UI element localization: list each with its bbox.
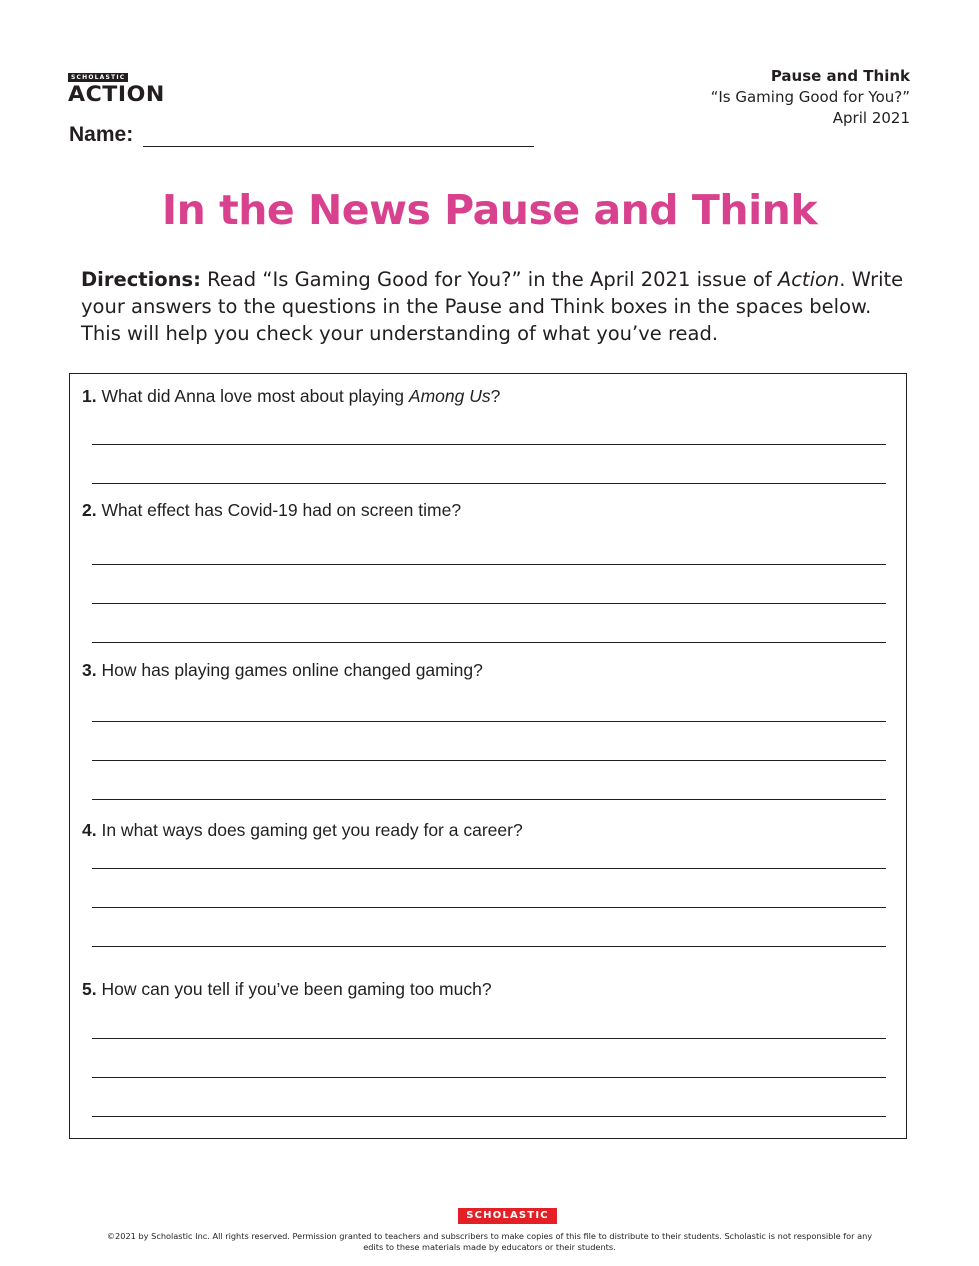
question-number: 1.: [82, 386, 97, 406]
scholastic-logo: SCHOLASTIC: [458, 1208, 557, 1224]
answer-line[interactable]: [92, 1116, 886, 1117]
question-number: 2.: [82, 500, 97, 520]
answer-line[interactable]: [92, 444, 886, 445]
directions-text-1: Read “Is Gaming Good for You?” in the April 2021 issue of: [200, 268, 778, 291]
question-text: In what ways does gaming get you ready for a career?: [96, 820, 523, 840]
copyright-line-1: ©2021 by Scholastic Inc. All rights reserved. Permission granted to teachers and subscribers to make copies of this file to distribute to their students. Scholastic is not responsible for any: [106, 1231, 873, 1241]
directions-text-2: . Write your answers to the questions in the Pause and Think boxes in the spaces below. This will help you check your understanding of what you’ve read.: [81, 268, 904, 345]
question-text: What did Anna love most about playing: [96, 386, 409, 406]
directions-italic: Action: [777, 268, 840, 291]
question-number: 5.: [82, 979, 97, 999]
header-info: [711, 66, 910, 129]
question-5: [82, 979, 492, 1000]
question-3: [82, 660, 483, 681]
answer-line[interactable]: [92, 868, 886, 869]
question-1: [82, 386, 500, 407]
questions-box: [69, 373, 907, 1139]
answer-line[interactable]: [92, 946, 886, 947]
header-article: “Is Gaming Good for You?”: [710, 88, 910, 106]
header-title: Pause and Think: [770, 67, 910, 85]
logo-brand: SCHOLASTIC: [68, 73, 128, 82]
question-text: What effect has Covid-19 had on screen time?: [96, 500, 462, 520]
answer-line[interactable]: [92, 1038, 886, 1039]
question-text: How has playing games online changed gaming?: [96, 660, 483, 680]
copyright-notice: [60, 1231, 919, 1253]
answer-line[interactable]: [92, 603, 886, 604]
logo-title: ACTION: [68, 82, 165, 106]
question-number: 3.: [82, 660, 97, 680]
answer-line[interactable]: [92, 760, 886, 761]
action-logo: [68, 66, 174, 105]
question-text-after: ?: [490, 386, 501, 406]
answer-line[interactable]: [92, 907, 886, 908]
question-italic: Among Us: [408, 386, 491, 406]
answer-line[interactable]: [92, 721, 886, 722]
name-field[interactable]: [143, 125, 534, 147]
name-label: Name:: [69, 123, 134, 146]
answer-line[interactable]: [92, 799, 886, 800]
header-date: April 2021: [832, 109, 910, 127]
copyright-line-2: edits to these materials made by educators or their students.: [363, 1242, 616, 1252]
directions: [81, 266, 911, 347]
question-number: 4.: [82, 820, 97, 840]
question-text: How can you tell if you’ve been gaming too much?: [96, 979, 492, 999]
question-2: [82, 500, 461, 521]
directions-label: Directions:: [81, 268, 201, 291]
answer-line[interactable]: [92, 642, 886, 643]
name-row: [69, 123, 534, 147]
question-4: [82, 820, 523, 841]
answer-line[interactable]: [92, 564, 886, 565]
answer-line[interactable]: [92, 1077, 886, 1078]
page-title: In the News Pause and Think: [161, 186, 818, 234]
answer-line[interactable]: [92, 483, 886, 484]
